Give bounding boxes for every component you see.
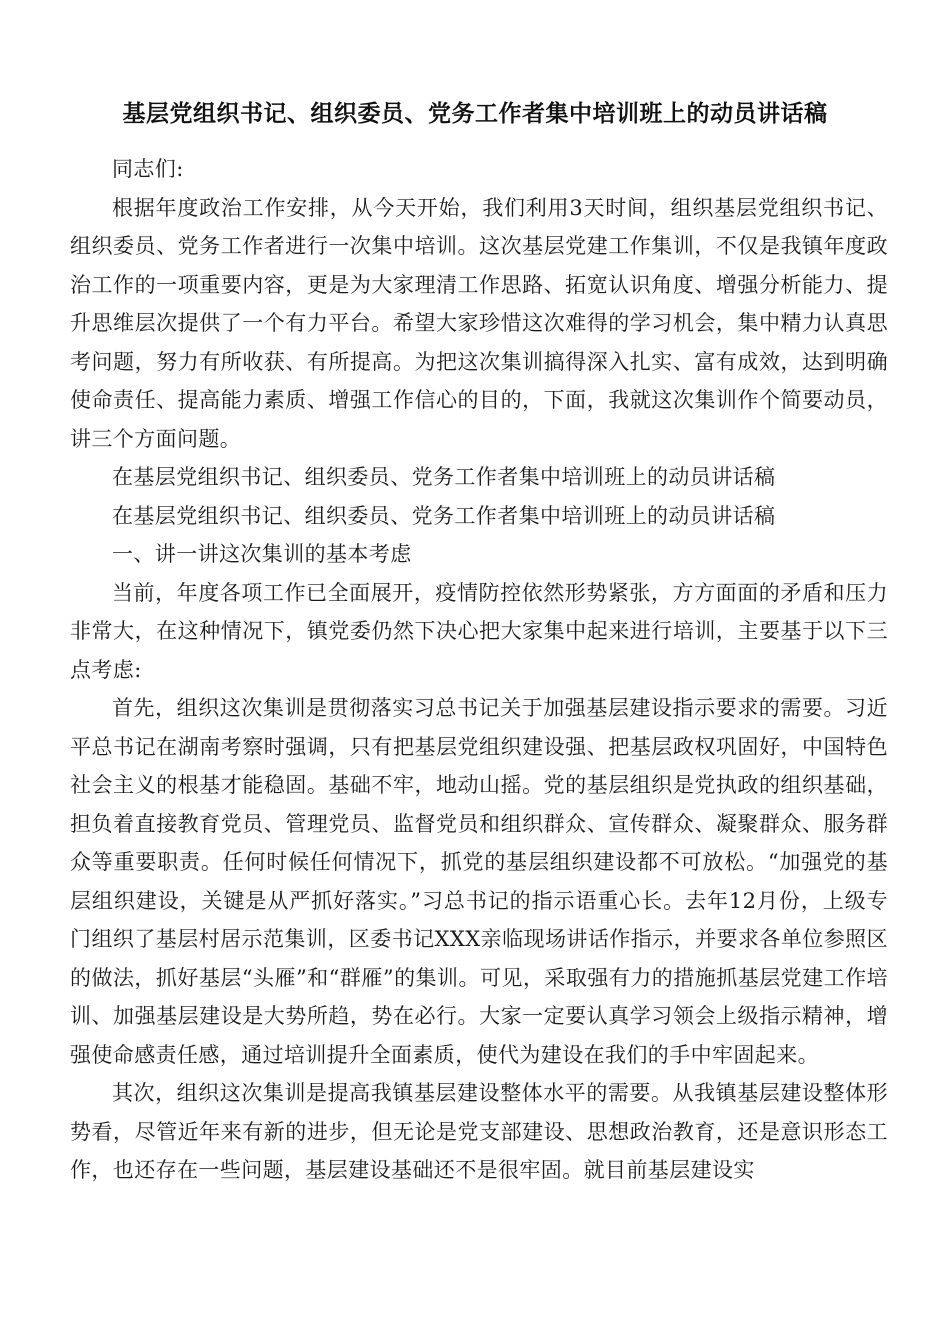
document-body [70,150,888,1190]
paragraph-first-point: 首先，组织这次集训是贯彻落实习总书记关于加强基层建设指示要求的需要。习近平总书记在湖南考察时强调，只有把基层党组织建设强、把基层政权巩固好，中国特色社会主义的根基才能稳固。基础不牢，地动山摇。党的基层组织是党执政的组织基础，担负着直接教育党员、管理党员、监督党员和组织群众、宣传群众、凝聚群众、服务群众等重要职责。任何时候任何情况下，抓党的基层组织建设都不可放松。“加强党的基层组织建设，关键是从严抓好落实。”习总书记的指示语重心长。去年12月份，上级专门组织了基层村居示范集训，区委书记XXX亲临现场讲话作指示，并要求各单位参照区的做法，抓好基层“头雁”和“群雁”的集训。可见，采取强有力的措施抓基层党建工作培训、加强基层建设是大势所趋，势在必行。大家一定要认真学习领会上级指示精神，增强使命感责任感，通过培训提升全面素质，使代为建设在我们的手中牢固起来。 [70,696,888,1067]
document-title: 基层党组织书记、组织委员、党务工作者集中培训班上的动员讲话稿 [122,100,828,127]
paragraph-repeated-title: 在基层党组织书记、组织委员、党务工作者集中培训班上的动员讲话稿 [112,465,776,489]
paragraph-context: 当前，年度各项工作已全面展开，疫情防控依然形势紧张，方方面面的矛盾和压力非常大，在这种情况下，镇党委仍然下决心把大家集中起来进行培训，主要基于以下三点考虑: [70,580,888,682]
paragraph-intro: 根据年度政治工作安排，从今天开始，我们利用3天时间，组织基层党组织书记、组织委员、党务工作者进行一次集中培训。这次基层党建工作集训，不仅是我镇年度政治工作的一项重要内容，更是为大家理清工作思路、拓宽认识角度、增强分析能力、提升思维层次提供了一个有力平台。希望大家珍惜这次难得的学习机会，集中精力认真思考问题，努力有所收获、有所提高。为把这次集训搞得深入扎实、富有成效，达到明确使命责任、提高能力素质、增强工作信心的目的，下面，我就这次集训作个简要动员，讲三个方面问题。 [70,195,888,451]
paragraph-second-point: 其次，组织这次集训是提高我镇基层建设整体水平的需要。从我镇基层建设整体形势看，尽管近年来有新的进步，但无论是党支部建设、思想政治教育，还是意识形态工作，也还存在一些问题，基层建设基础还不是很牢固。就目前基层建设实 [70,1081,888,1182]
section-heading: 一、讲一讲这次集训的基本考虑 [112,542,412,566]
paragraph-repeated-title: 在基层党组织书记、组织委员、党务工作者集中培训班上的动员讲话稿 [112,503,776,528]
paragraph-salutation: 同志们: [112,157,184,181]
